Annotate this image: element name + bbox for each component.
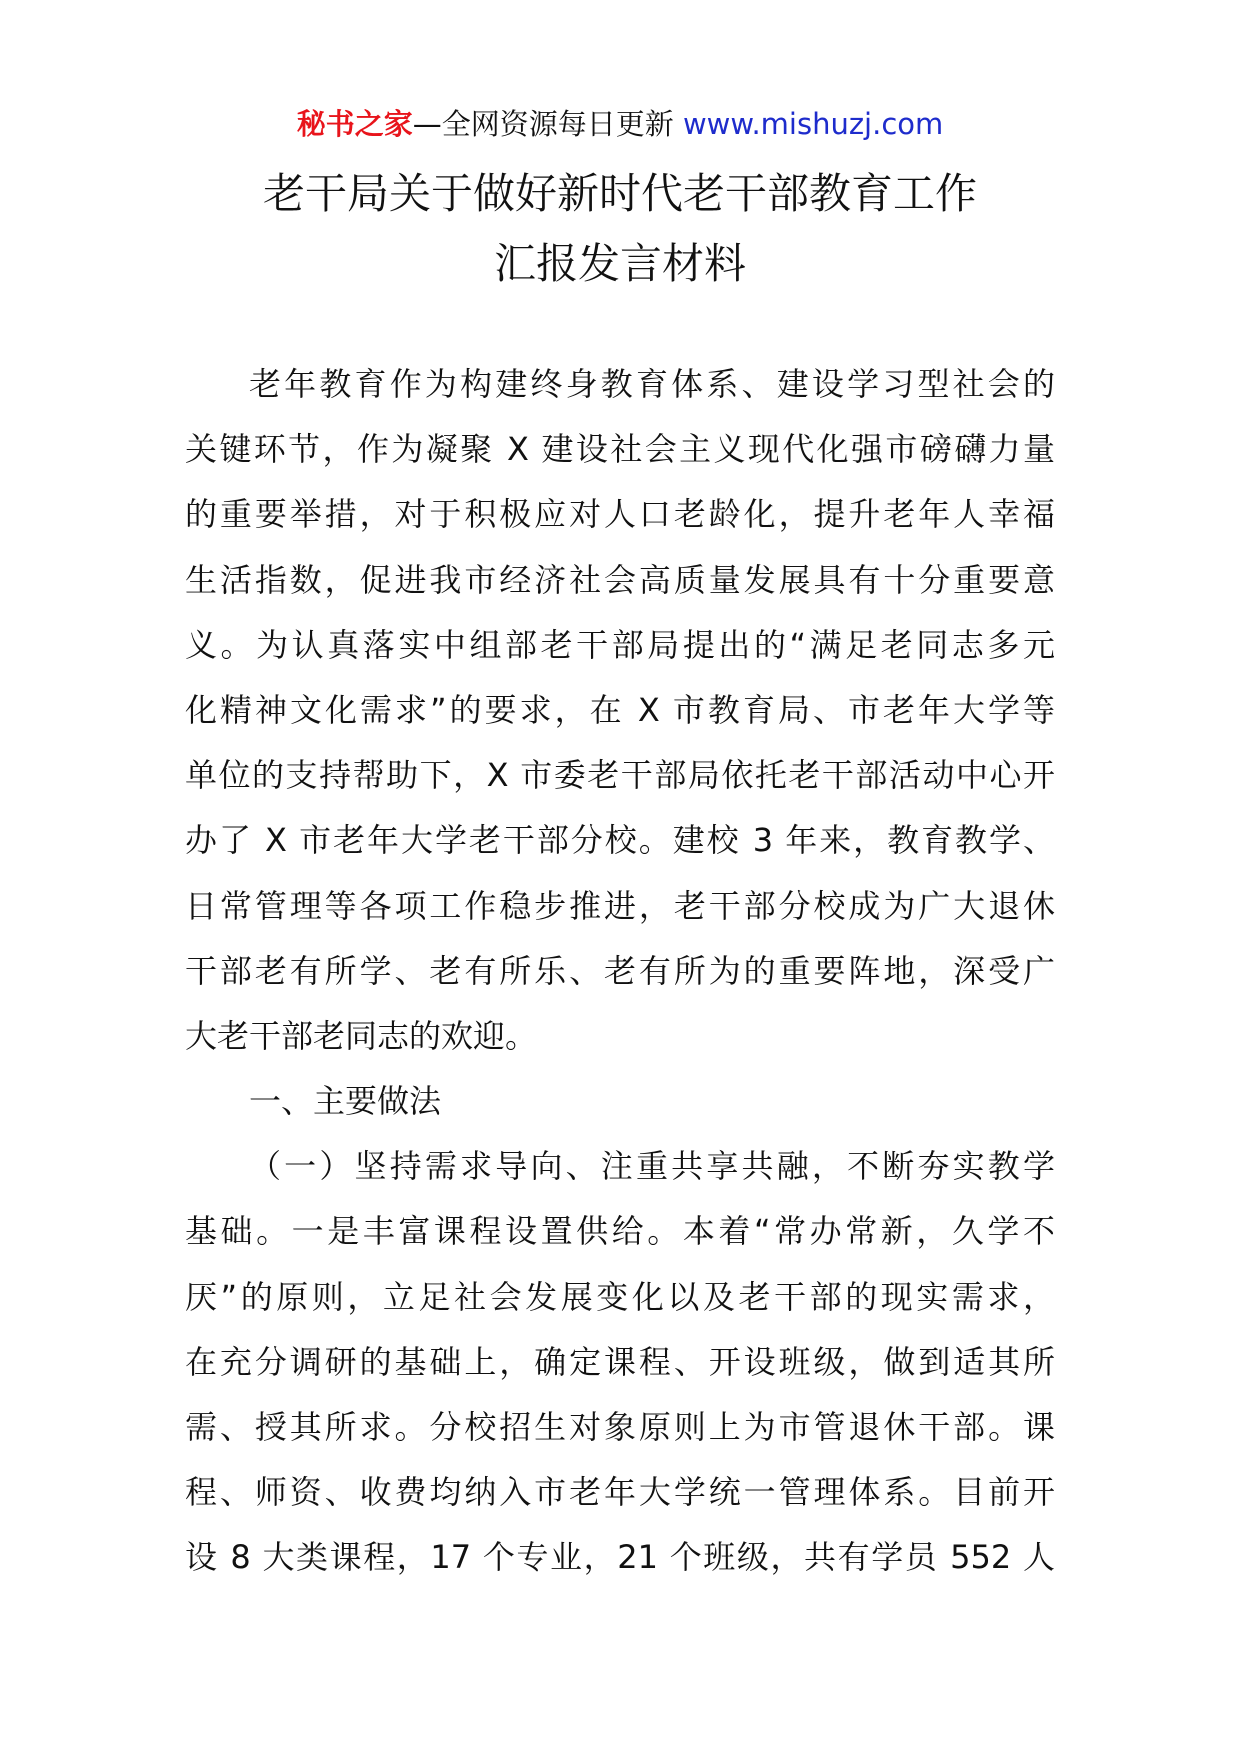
section-heading: 一、主要做法	[249, 1082, 442, 1121]
body-line: 程、师资、收费均纳入市老年大学统一管理体系。目前开	[185, 1473, 1055, 1512]
body-line: 干部老有所学、老有所乐、老有所为的重要阵地，深受广	[185, 951, 1055, 990]
document-title-line-1: 老干局关于做好新时代老干部教育工作	[262, 169, 977, 218]
body-line: 基础。一是丰富课程设置供给。本着“常办常新，久学不	[185, 1212, 1055, 1251]
body-line: 日常管理等各项工作稳步推进，老干部分校成为广大退休	[185, 886, 1055, 925]
site-header	[0, 104, 1240, 144]
header-tagline: —全网资源每日更新	[412, 107, 683, 141]
body-line: 需、授其所求。分校招生对象原则上为市管退休干部。课	[185, 1408, 1055, 1446]
body-line: 在充分调研的基础上，确定课程、开设班级，做到适其所	[185, 1342, 1055, 1381]
body-line: 办了 X 市老年大学老干部分校。建校 3 年来，教育教学、	[185, 821, 1055, 860]
body-line: 的重要举措，对于积极应对人口老龄化，提升老年人幸福	[185, 495, 1055, 534]
body-line: 义。为认真落实中组部老干部局提出的“满足老同志多元	[185, 625, 1055, 664]
brand-name: 秘书之家	[296, 107, 413, 141]
body-line: 关键环节，作为凝聚 X 建设社会主义现代化强市磅礴力量	[185, 430, 1055, 469]
site-url-link[interactable]: www.mishuzj.com	[682, 107, 944, 141]
body-line: 生活指数，促进我市经济社会高质量发展具有十分重要意	[185, 560, 1055, 599]
body-line: 设 8 大类课程，17 个专业，21 个班级，共有学员 552 人	[185, 1538, 1055, 1577]
document-title-line-2: 汇报发言材料	[493, 239, 746, 288]
body-line: 老年教育作为构建终身教育体系、建设学习型社会的	[249, 365, 1055, 403]
body-line: 大老干部老同志的欢迎。	[185, 1016, 538, 1055]
body-line: 单位的支持帮助下，X 市委老干部局依托老干部活动中心开	[185, 756, 1055, 795]
body-line: 厌”的原则，立足社会发展变化以及老干部的现实需求，	[185, 1277, 1055, 1316]
body-line: 化精神文化需求”的要求，在 X 市教育局、市老年大学等	[185, 690, 1055, 729]
body-line: （一）坚持需求导向、注重共享共融，不断夯实教学	[249, 1147, 1055, 1186]
document-body	[185, 352, 1055, 1591]
